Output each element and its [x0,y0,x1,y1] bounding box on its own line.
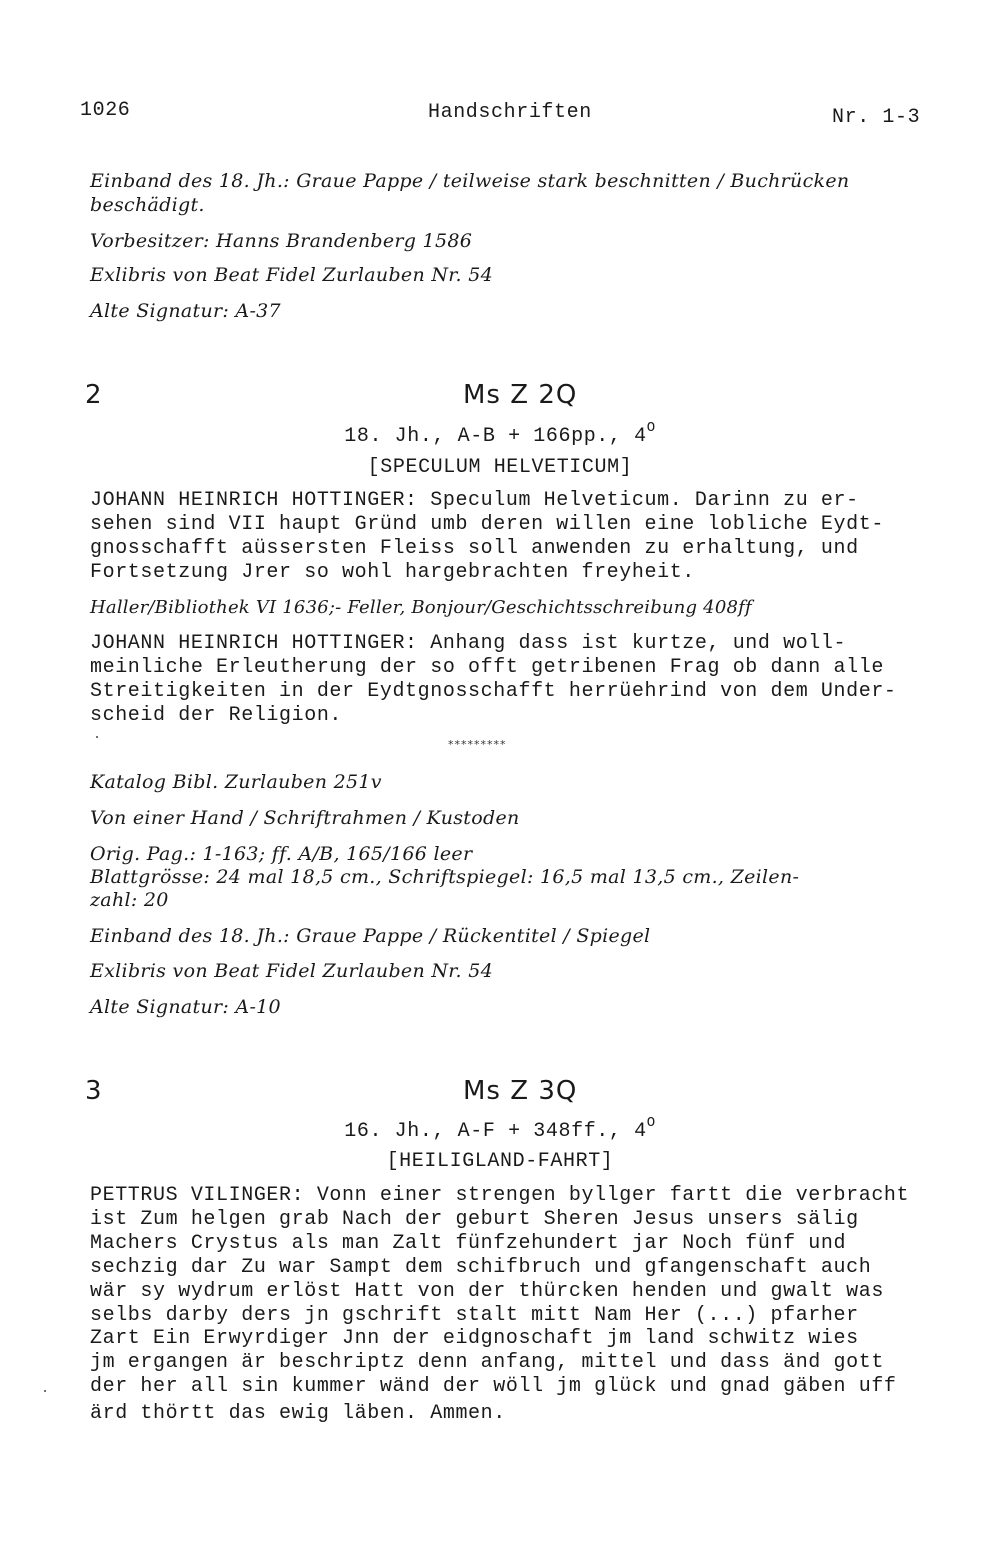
text-line: Zart Ein Erwyrdiger Jnn der eidgnoschaft jm land schwitz wies [90,1327,859,1350]
format-superscript: O [646,1115,656,1131]
text-line: Fortsetzung Jrer so wohl hargebrachten freyheit. [90,561,695,584]
text-line: jm ergangen är beschriptz denn anfang, mittel und dass änd gott [90,1351,884,1374]
exlibris-note: Exlibris von Beat Fidel Zurlauben Nr. 54 [90,264,494,286]
text-line: scheid der Religion. [90,704,343,727]
ink-speck [44,1390,46,1392]
shelfmark: Ms Z 2Q [463,380,578,410]
section-separator: ********* [448,738,507,751]
section-title: Handschriften [428,101,592,124]
date-format-text: 16. Jh., A-F + 348ff., 4 [344,1120,647,1143]
date-format-text: 18. Jh., A-B + 166pp., 4 [344,425,647,448]
binding-note-line-1: Einband des 18. Jh.: Graue Pappe / teilweise stark beschnitten / Buchrücken [90,170,850,192]
work-title: [SPECULUM HELVETICUM] [367,456,633,479]
entry-number: 2 [85,380,103,410]
ink-speck [96,736,98,738]
catalog-note: Katalog Bibl. Zurlauben 251v [90,771,382,793]
text-line: Streitigkeiten in der Eydtgnosschafft herrüehrind von dem Under- [90,680,897,703]
text-line: JOHANN HEINRICH HOTTINGER: Speculum Helveticum. Darinn zu er- [90,489,859,512]
text-line: ist Zum helgen grab Nach der geburt Sheren Jesus unsers sälig [90,1208,859,1231]
binding-note: Einband des 18. Jh.: Graue Pappe / Rückentitel / Spiegel [90,925,651,947]
date-format-line [0,420,1000,448]
entry-range: Nr. 1-3 [832,106,921,129]
text-line: ärd thörtt das ewig läben. Ammen. [90,1402,506,1425]
page-number: 1026 [80,99,131,122]
text-line: gnosschafft aüssersten Fleiss soll anwenden zu erhaltung, und [90,537,859,560]
text-line: der her all sin kummer wänd der wöll jm glück und gnad gäben uff [90,1375,897,1398]
text-line: Machers Crystus als man Zalt fünfzehundert jar Noch fünf und [90,1232,847,1255]
text-line: sechzig dar Zu war Sampt dem schifbruch und gfangenschaft auch [90,1256,872,1279]
previous-owner-note: Vorbesitzer: Hanns Brandenberg 1586 [90,230,473,252]
text-line: JOHANN HEINRICH HOTTINGER: Anhang dass ist kurtze, und woll- [90,632,847,655]
pagination-note: Orig. Pag.: 1-163; ff. A/B, 165/166 leer [90,843,473,865]
shelfmark: Ms Z 3Q [463,1076,578,1106]
dimensions-note-line-2: zahl: 20 [90,889,169,911]
dimensions-note-line-1: Blattgrösse: 24 mal 18,5 cm., Schriftspiegel: 16,5 mal 13,5 cm., Zeilen- [90,866,800,888]
hand-note: Von einer Hand / Schriftrahmen / Kustoden [90,807,520,829]
text-line: wär sy wydrum erlöst Hatt von der thürcken henden und gwalt was [90,1280,884,1303]
date-format-line [0,1115,1000,1143]
old-signature-note: Alte Signatur: A-10 [90,996,281,1018]
work-title: [HEILIGLAND-FAHRT] [386,1150,614,1173]
text-line: sehen sind VII haupt Gründ umb deren willen eine lobliche Eydt- [90,513,884,536]
bibliographic-reference: Haller/Bibliothek VI 1636;- Feller, Bonjour/Geschichtsschreibung 408ff [90,597,752,618]
binding-note-line-2: beschädigt. [90,194,205,216]
text-line: selbs darby ders jn gschrift stalt mitt Nam Her (...) pfarher [90,1304,859,1327]
exlibris-note: Exlibris von Beat Fidel Zurlauben Nr. 54 [90,960,494,982]
old-signature-note: Alte Signatur: A-37 [90,300,281,322]
entry-number: 3 [85,1076,103,1106]
format-superscript: O [646,420,656,436]
text-line: PETTRUS VILINGER: Vonn einer strengen byllger fartt die verbracht [90,1184,910,1207]
text-line: meinliche Erleutherung der so offt getribenen Frag ob dann alle [90,656,884,679]
